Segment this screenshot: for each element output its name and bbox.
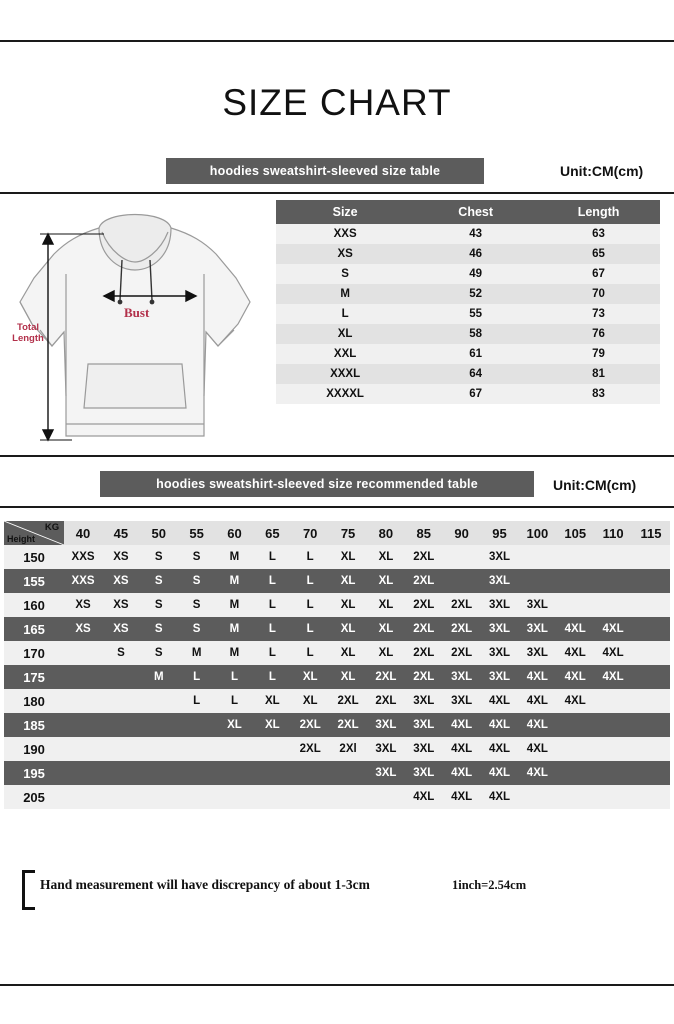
recommend-size-cell <box>594 737 632 761</box>
chest-cell: 61 <box>469 348 483 360</box>
recommend-size-cell: S <box>140 569 178 593</box>
table-row <box>276 384 660 404</box>
size-cell: M <box>340 288 350 300</box>
recommend-table-row <box>4 545 670 569</box>
recommend-size-cell: M <box>178 641 216 665</box>
recommend-size-cell: 4XL <box>405 785 443 809</box>
section2-banner-row <box>100 471 534 497</box>
recommend-size-cell <box>216 737 254 761</box>
recommend-size-cell: 3XL <box>518 641 556 665</box>
recommend-size-cell: L <box>291 545 329 569</box>
recommend-size-cell <box>64 761 102 785</box>
chest-cell: 46 <box>469 248 483 260</box>
height-row-header: 195 <box>4 761 64 785</box>
recommend-size-cell: 3XL <box>518 593 556 617</box>
recommend-size-cell: XL <box>329 545 367 569</box>
axis-height-label: Height <box>7 534 35 544</box>
recommend-size-cell: 4XL <box>481 761 519 785</box>
recommend-size-cell: 2XL <box>329 713 367 737</box>
recommend-table-row <box>4 689 670 713</box>
recommend-size-cell: S <box>178 617 216 641</box>
kg-column-header: 55 <box>178 521 216 545</box>
size-table-header-length: Length <box>537 200 660 224</box>
recommend-size-cell: 2XL <box>405 617 443 641</box>
size-cell: L <box>341 308 349 320</box>
recommend-table-row <box>4 713 670 737</box>
size-table <box>276 200 660 404</box>
recommend-size-cell: 4XL <box>518 713 556 737</box>
recommend-size-cell: 3XL <box>481 617 519 641</box>
height-row-header: 155 <box>4 569 64 593</box>
recommend-size-cell <box>594 689 632 713</box>
length-cell: 76 <box>592 328 605 340</box>
recommend-size-cell: 4XL <box>481 689 519 713</box>
height-row-header: 175 <box>4 665 64 689</box>
recommend-size-cell <box>178 785 216 809</box>
recommend-size-cell: L <box>253 569 291 593</box>
recommend-size-cell: L <box>253 641 291 665</box>
recommend-size-cell: XS <box>102 617 140 641</box>
recommend-size-cell <box>518 785 556 809</box>
recommend-size-cell: L <box>291 593 329 617</box>
recommend-size-cell <box>443 569 481 593</box>
recommend-size-cell: 3XL <box>481 665 519 689</box>
bust-measure-label: Bust <box>124 305 150 320</box>
recommend-size-cell: M <box>216 641 254 665</box>
kg-column-header: 45 <box>102 521 140 545</box>
chest-cell: 49 <box>469 268 483 280</box>
recommend-size-cell <box>140 713 178 737</box>
recommend-size-cell: 2XL <box>367 665 405 689</box>
length-cell: 73 <box>592 308 605 320</box>
height-row-header: 160 <box>4 593 64 617</box>
size-cell: XL <box>337 328 353 340</box>
height-row-header: 150 <box>4 545 64 569</box>
recommend-size-cell <box>102 665 140 689</box>
recommend-size-cell <box>64 785 102 809</box>
section1-banner-row <box>166 158 484 184</box>
axis-corner-cell <box>4 521 64 545</box>
recommend-size-cell <box>518 569 556 593</box>
height-row-header: 165 <box>4 617 64 641</box>
recommend-size-cell <box>253 785 291 809</box>
recommend-size-cell <box>140 737 178 761</box>
divider-above-recommend-banner <box>0 455 674 457</box>
table-row <box>276 244 660 264</box>
recommend-size-cell: 3XL <box>481 593 519 617</box>
recommend-size-cell: 4XL <box>481 737 519 761</box>
recommend-header-row <box>4 521 670 545</box>
recommend-size-cell <box>632 617 670 641</box>
divider-below-recommend-banner <box>0 506 674 508</box>
size-cell: XS <box>337 248 353 260</box>
recommend-size-cell: 4XL <box>518 689 556 713</box>
recommend-size-cell: L <box>291 569 329 593</box>
recommend-size-cell: XS <box>102 545 140 569</box>
recommend-size-cell <box>632 785 670 809</box>
size-table-header-row <box>276 200 660 224</box>
recommend-size-cell: L <box>253 617 291 641</box>
recommend-size-cell <box>556 569 594 593</box>
recommend-size-cell: 2XL <box>443 641 481 665</box>
recommend-size-cell: XL <box>367 569 405 593</box>
recommend-size-cell: L <box>291 641 329 665</box>
size-table-header-size: Size <box>276 200 414 224</box>
recommend-size-cell <box>632 641 670 665</box>
recommend-size-cell: XL <box>253 689 291 713</box>
recommend-size-cell: 3XL <box>367 761 405 785</box>
recommend-size-cell <box>632 569 670 593</box>
kg-column-header: 80 <box>367 521 405 545</box>
kg-column-header: 90 <box>443 521 481 545</box>
size-cell: XXS <box>333 228 357 240</box>
length-cell: 67 <box>592 268 605 280</box>
recommend-size-cell: XXS <box>64 569 102 593</box>
recommend-size-cell <box>64 665 102 689</box>
footer-note <box>22 870 654 904</box>
recommend-size-cell: XL <box>329 617 367 641</box>
chest-cell: 67 <box>469 388 483 400</box>
recommend-size-cell: 4XL <box>481 713 519 737</box>
kg-column-header: 115 <box>632 521 670 545</box>
recommend-size-cell: 3XL <box>405 689 443 713</box>
kg-column-header: 60 <box>216 521 254 545</box>
recommend-size-cell: XL <box>329 641 367 665</box>
recommend-size-cell <box>64 737 102 761</box>
recommend-size-cell: L <box>291 617 329 641</box>
recommend-size-cell: XL <box>367 641 405 665</box>
recommend-size-cell: L <box>216 665 254 689</box>
kg-column-header: 70 <box>291 521 329 545</box>
recommend-size-cell: 4XL <box>518 737 556 761</box>
bottom-divider <box>0 984 674 986</box>
length-cell: 65 <box>592 248 605 260</box>
chest-cell: 64 <box>469 368 483 380</box>
recommend-size-cell <box>367 785 405 809</box>
recommend-size-cell: 2XL <box>443 593 481 617</box>
recommend-size-cell <box>216 761 254 785</box>
recommend-size-cell: XL <box>329 665 367 689</box>
height-row-header: 205 <box>4 785 64 809</box>
recommend-size-cell <box>556 761 594 785</box>
kg-column-header: 65 <box>253 521 291 545</box>
size-table-header-chest: Chest <box>414 200 537 224</box>
table-row <box>276 284 660 304</box>
recommend-size-cell: 4XL <box>594 617 632 641</box>
recommend-size-cell: XS <box>64 593 102 617</box>
recommend-size-cell: XL <box>291 689 329 713</box>
table-row <box>276 224 660 244</box>
recommend-size-cell <box>594 545 632 569</box>
recommend-size-cell <box>102 713 140 737</box>
height-row-header: 190 <box>4 737 64 761</box>
recommend-size-cell: S <box>140 617 178 641</box>
recommend-size-cell <box>291 785 329 809</box>
recommend-size-cell: 2XL <box>405 569 443 593</box>
recommend-size-cell <box>178 737 216 761</box>
kg-column-header: 100 <box>518 521 556 545</box>
recommend-size-cell <box>632 593 670 617</box>
recommend-size-cell <box>140 689 178 713</box>
recommend-size-cell: 4XL <box>594 641 632 665</box>
recommend-size-cell: L <box>253 665 291 689</box>
recommend-size-cell: 3XL <box>518 617 556 641</box>
recommend-size-cell: S <box>102 641 140 665</box>
note-text: Hand measurement will have discrepancy of about 1-3cm <box>40 877 370 892</box>
recommend-size-cell <box>140 785 178 809</box>
chest-cell: 52 <box>469 288 483 300</box>
recommend-size-cell: 2XL <box>291 713 329 737</box>
page-title: SIZE CHART <box>222 82 452 123</box>
recommend-size-cell <box>594 761 632 785</box>
recommend-size-cell: 4XL <box>443 761 481 785</box>
recommend-size-cell <box>329 761 367 785</box>
chest-cell: 43 <box>469 228 483 240</box>
recommend-size-cell <box>291 761 329 785</box>
recommend-size-cell: M <box>216 593 254 617</box>
recommend-size-cell <box>178 761 216 785</box>
recommend-size-cell <box>518 545 556 569</box>
recommend-size-cell: XXS <box>64 545 102 569</box>
recommend-table-wrap <box>4 521 670 809</box>
recommend-size-cell: 3XL <box>481 545 519 569</box>
table-row <box>276 344 660 364</box>
recommend-size-cell <box>594 785 632 809</box>
recommend-size-cell: XL <box>253 713 291 737</box>
recommend-size-cell: XL <box>329 593 367 617</box>
recommend-size-cell: XL <box>367 593 405 617</box>
recommend-size-cell: S <box>140 545 178 569</box>
top-divider <box>0 40 674 42</box>
height-row-header: 185 <box>4 713 64 737</box>
height-row-header: 170 <box>4 641 64 665</box>
recommend-size-cell: 4XL <box>443 785 481 809</box>
axis-kg-label: KG <box>44 522 60 533</box>
recommend-size-cell <box>64 689 102 713</box>
recommend-size-cell: L <box>178 665 216 689</box>
recommend-size-cell <box>140 761 178 785</box>
chest-cell: 58 <box>469 328 483 340</box>
recommend-size-cell: 3XL <box>367 713 405 737</box>
recommend-size-cell: M <box>216 617 254 641</box>
recommend-size-cell: 3XL <box>443 689 481 713</box>
recommend-size-cell: S <box>178 569 216 593</box>
recommend-size-cell: XL <box>367 545 405 569</box>
recommend-size-cell <box>632 737 670 761</box>
recommend-size-cell: 4XL <box>443 737 481 761</box>
kg-column-header: 95 <box>481 521 519 545</box>
recommend-size-cell <box>102 785 140 809</box>
recommend-size-cell: 4XL <box>518 761 556 785</box>
recommend-size-cell: 3XL <box>405 737 443 761</box>
recommend-size-cell <box>253 761 291 785</box>
recommend-size-cell: M <box>140 665 178 689</box>
recommend-table-row <box>4 617 670 641</box>
size-cell: XXL <box>333 348 357 360</box>
recommend-size-cell: S <box>178 545 216 569</box>
recommend-size-cell: 3XL <box>443 665 481 689</box>
recommend-table-row <box>4 737 670 761</box>
recommend-size-cell <box>556 737 594 761</box>
recommend-size-cell <box>632 665 670 689</box>
recommend-size-cell <box>64 713 102 737</box>
total-length-measure-label: Total Length <box>12 322 44 344</box>
recommend-size-cell: XS <box>64 617 102 641</box>
table-row <box>276 324 660 344</box>
recommend-size-cell: S <box>140 641 178 665</box>
recommend-size-cell <box>556 593 594 617</box>
recommend-size-cell: 4XL <box>556 617 594 641</box>
recommend-size-cell <box>216 785 254 809</box>
recommend-size-cell: XS <box>102 593 140 617</box>
recommend-size-cell: M <box>216 569 254 593</box>
recommend-size-cell <box>594 713 632 737</box>
table-row <box>276 304 660 324</box>
length-cell: 63 <box>592 228 605 240</box>
recommend-table-row <box>4 569 670 593</box>
recommend-size-cell <box>632 545 670 569</box>
recommend-size-cell: 3XL <box>481 569 519 593</box>
size-cell: XXXXL <box>326 388 364 400</box>
note-conversion: 1inch=2.54cm <box>452 878 527 892</box>
table-row <box>276 264 660 284</box>
section1-banner-label: hoodies sweatshirt-sleeved size table <box>166 158 484 184</box>
recommend-size-cell: 4XL <box>556 641 594 665</box>
note-bracket <box>22 870 35 910</box>
recommend-table-row <box>4 761 670 785</box>
recommend-size-cell: 2XL <box>443 617 481 641</box>
table-row <box>276 364 660 384</box>
height-row-header: 180 <box>4 689 64 713</box>
recommend-size-cell: L <box>216 689 254 713</box>
recommend-size-cell: 4XL <box>481 785 519 809</box>
recommend-size-cell: 2XL <box>367 689 405 713</box>
recommend-size-cell: 3XL <box>405 761 443 785</box>
length-cell: 81 <box>592 368 605 380</box>
recommend-size-cell: S <box>178 593 216 617</box>
recommend-size-cell <box>102 761 140 785</box>
recommend-size-cell: 2Xl <box>329 737 367 761</box>
recommend-size-cell <box>443 545 481 569</box>
recommend-size-cell: XL <box>367 617 405 641</box>
recommend-size-cell: 3XL <box>405 713 443 737</box>
recommend-table <box>4 521 670 809</box>
kg-column-header: 105 <box>556 521 594 545</box>
recommend-size-cell <box>556 545 594 569</box>
recommend-size-cell <box>594 593 632 617</box>
recommend-size-cell: 4XL <box>594 665 632 689</box>
kg-column-header: 50 <box>140 521 178 545</box>
recommend-size-cell <box>556 713 594 737</box>
recommend-size-cell <box>632 713 670 737</box>
kg-column-header: 75 <box>329 521 367 545</box>
recommend-size-cell: 2XL <box>329 689 367 713</box>
length-cell: 83 <box>592 388 605 400</box>
recommend-size-cell: L <box>253 545 291 569</box>
recommend-table-row <box>4 785 670 809</box>
length-cell: 79 <box>592 348 605 360</box>
recommend-size-cell: L <box>253 593 291 617</box>
recommend-table-row <box>4 641 670 665</box>
recommend-size-cell: 2XL <box>405 545 443 569</box>
recommend-size-cell <box>632 761 670 785</box>
recommend-size-cell: 2XL <box>405 641 443 665</box>
recommend-size-cell: XL <box>216 713 254 737</box>
recommend-size-cell: M <box>216 545 254 569</box>
recommend-size-cell <box>102 689 140 713</box>
recommend-size-cell <box>556 785 594 809</box>
recommend-size-cell: 2XL <box>405 665 443 689</box>
recommend-size-cell <box>178 713 216 737</box>
kg-column-header: 85 <box>405 521 443 545</box>
recommend-size-cell <box>64 641 102 665</box>
size-cell: S <box>341 268 349 280</box>
kg-column-header: 110 <box>594 521 632 545</box>
chest-cell: 55 <box>469 308 483 320</box>
recommend-size-cell: 4XL <box>556 689 594 713</box>
size-cell: XXXL <box>330 368 361 380</box>
recommend-size-cell: 2XL <box>405 593 443 617</box>
recommend-size-cell: 3XL <box>367 737 405 761</box>
length-cell: 70 <box>592 288 605 300</box>
recommend-size-cell: L <box>178 689 216 713</box>
section1-unit-label: Unit:CM(cm) <box>560 163 644 179</box>
section2-banner-label: hoodies sweatshirt-sleeved size recommended table <box>100 471 534 497</box>
recommend-size-cell: S <box>140 593 178 617</box>
section2-unit-label: Unit:CM(cm) <box>553 477 637 493</box>
recommend-size-cell: 4XL <box>518 665 556 689</box>
recommend-size-cell: 4XL <box>443 713 481 737</box>
recommend-size-cell <box>329 785 367 809</box>
recommend-size-cell <box>594 569 632 593</box>
recommend-size-cell: XS <box>102 569 140 593</box>
recommend-size-cell: 3XL <box>481 641 519 665</box>
recommend-size-cell: XL <box>329 569 367 593</box>
recommend-size-cell <box>632 689 670 713</box>
recommend-size-cell: 4XL <box>556 665 594 689</box>
kg-column-header: 40 <box>64 521 102 545</box>
recommend-size-cell <box>102 737 140 761</box>
divider-above-size-table <box>0 192 674 194</box>
recommend-size-cell: 2XL <box>291 737 329 761</box>
recommend-table-row <box>4 593 670 617</box>
recommend-size-cell <box>253 737 291 761</box>
recommend-size-cell: XL <box>291 665 329 689</box>
recommend-table-row <box>4 665 670 689</box>
